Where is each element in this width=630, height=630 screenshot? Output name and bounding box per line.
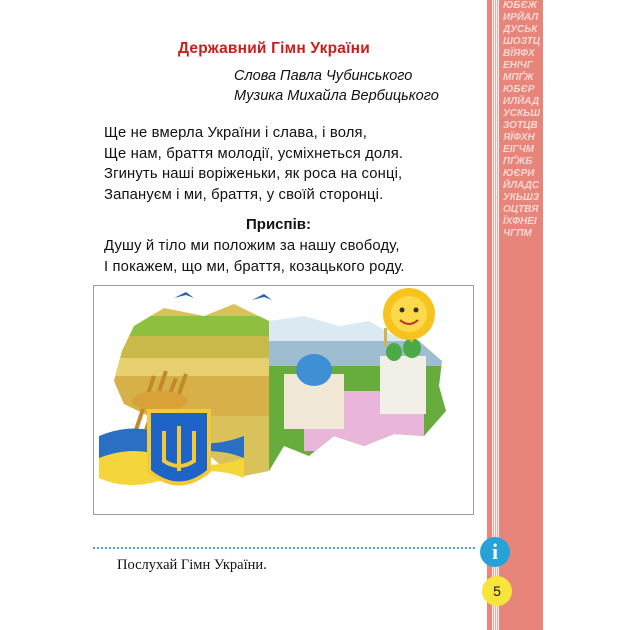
info-icon[interactable]: i [480, 537, 510, 567]
ukraine-map-illustration [93, 285, 474, 515]
side-stripe [492, 0, 499, 630]
anthem-credits [234, 66, 439, 106]
sun [383, 288, 435, 340]
verse-line: Ще нам, браття молодії, усміхнеться доля. [104, 145, 404, 162]
anthem-verse [104, 123, 403, 205]
music-author: Музика Михайла Вербицького [234, 88, 439, 104]
anthem-title: Державний Гімн України [178, 40, 370, 57]
verse-line: Запануєм і ми, браття, у своїй сторонці. [104, 186, 384, 203]
swallows [174, 292, 272, 300]
refrain-line: Душу й тіло ми положим за нашу свободу, [104, 238, 400, 254]
coat-of-arms [149, 411, 209, 484]
side-alphabet-letters: ЮБЄЖИРЙАЛДУСЬКШОЗТЦВЇЯФХЕНІЧГМПҐЖЮБЄРИЛЙАДУСКЬШЗОТЦВЯЇФХНЕІГЧМПҐЖБЮЄРИЙЛАДСУКЬШЗОЦТВЯЇХФНЕІЧГПМ [503, 0, 541, 239]
refrain-title: Приспів: [246, 216, 311, 233]
task-text: Послухай Гімн України. [117, 557, 267, 573]
refrain-text [104, 236, 405, 277]
verse-line: Ще не вмерла України і слава, і воля, [104, 125, 367, 141]
page-number: 5 [482, 576, 512, 606]
illustration-svg [94, 286, 473, 514]
verse-line: Згинуть наші воріженьки, як роса на сонці, [104, 166, 403, 182]
refrain-line: І покажем, що ми, браття, козацького роду. [104, 258, 405, 275]
lyrics-author: Слова Павла Чубинського [234, 68, 413, 84]
section-divider [93, 547, 475, 549]
